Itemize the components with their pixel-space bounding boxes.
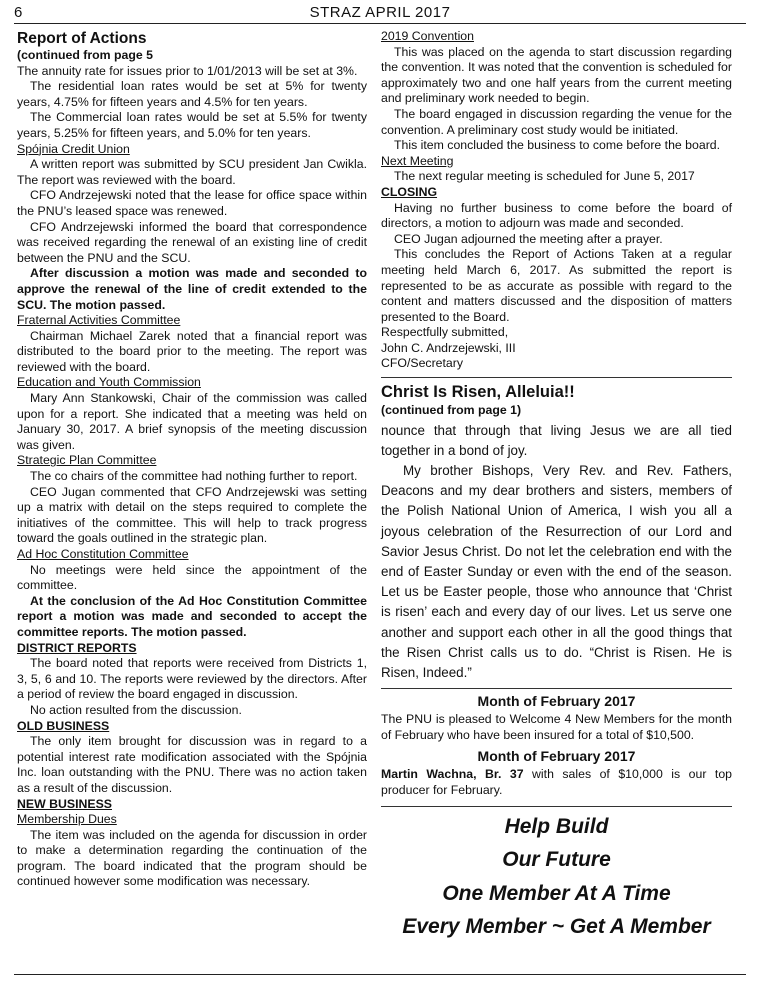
- section-divider: [381, 806, 732, 807]
- right-column: [381, 29, 732, 944]
- signature-line-1: Respectfully submitted,: [381, 325, 509, 340]
- section-divider: [381, 688, 732, 689]
- dues-heading: Membership Dues: [17, 812, 117, 827]
- district-heading: DISTRICT REPORTS: [17, 640, 137, 655]
- residential-paragraph: The residential loan rates would be set at 5% for twenty years, 4.75% for fifteen years and 4.5% for ten years.: [17, 79, 367, 109]
- closing-paragraph-3: This concludes the Report of Actions Taken at a regular meeting held March 6, 2017. As submitted the report is represented to be as accurate as possible with regard to the content and matters discussed and the disposition of matters presented to the Board.: [381, 247, 732, 324]
- strategic-paragraph-2: CEO Jugan commented that CFO Andrzejewski was setting up a matrix with detail on the steps required to complete the initiatives of the committee. This will help to track progress toward the goals outlined in the strategic plan.: [17, 484, 367, 546]
- scu-paragraph-3: CFO Andrzejewski informed the board that correspondence was received regarding the renewal of an existing line of credit between the PNU and the SCU.: [17, 219, 367, 265]
- article-paragraph-1: nounce that through that living Jesus we are all tied together in a bond of joy.: [381, 422, 732, 458]
- convention-paragraph-2: The board engaged in discussion regarding the venue for the convention. A preliminary cost study would be initiated.: [381, 106, 732, 137]
- left-column: [17, 29, 367, 890]
- strategic-paragraph-1: The co chairs of the committee had nothing further to report.: [30, 469, 358, 484]
- section-divider: [381, 377, 732, 378]
- convention-heading: 2019 Convention: [381, 29, 474, 43]
- annuity-paragraph: The annuity rate for issues prior to 1/01/2013 will be set at 3%.: [17, 63, 358, 78]
- article-paragraph-2: My brother Bishops, Very Rev. and Rev. Fathers, Deacons and my dear brothers and sisters, members of the Polish National Union of America, I wish you all a joyous celebration of the Resurrection of our Lord and Savior Jesus Christ. Do not let the celebration end with the end of Easter Sunday or even with the end of the season. Let us be Easter people, those who announce that ‘Christ is risen’ each and every day of our lives. Let us serve one another and support each other in all the good things that the Risen Christ calls us to do. “Christ is Risen. He is Risen, Indeed.”: [381, 463, 732, 681]
- district-paragraph-1: The board noted that reports were received from Districts 1, 3, 5, 6 and 10. The reports were reviewed by the directors. After a period of review the board engaged in discussion.: [17, 656, 367, 702]
- scu-paragraph-1: A written report was submitted by SCU president Jan Cwikla. The report was reviewed with the board.: [17, 157, 367, 187]
- commercial-paragraph: The Commercial loan rates would be set at 5.5% for twenty years, 5.25% for fifteen years, and 5.0% for ten years.: [17, 110, 367, 140]
- fraternal-heading: Fraternal Activities Committee: [17, 313, 181, 328]
- february-heading-1: Month of February 2017: [477, 693, 636, 710]
- next-meeting-heading: Next Meeting: [381, 153, 454, 168]
- continued-note: (continued from page 5: [17, 48, 153, 62]
- adhoc-heading: Ad Hoc Constitution Committee: [17, 547, 189, 561]
- top-producer-name: Martin Wachna, Br. 37: [381, 767, 524, 782]
- article-title: Christ Is Risen, Alleluia!!: [381, 383, 575, 402]
- next-meeting-paragraph: The next regular meeting is scheduled for June 5, 2017: [394, 169, 695, 184]
- old-business-heading: OLD BUSINESS: [17, 718, 110, 733]
- scu-paragraph-2: CFO Andrzejewski noted that the lease for office space within the PNU’s leased space was renewed.: [17, 188, 367, 218]
- february-heading-2: Month of February 2017: [477, 748, 636, 765]
- slogan-line-3: One Member At A Time: [442, 881, 671, 905]
- adhoc-motion: At the conclusion of the Ad Hoc Constitution Committee report a motion was made and seconded to accept the committee reports. The motion passed.: [17, 593, 367, 639]
- scu-heading: Spójnia Credit Union: [17, 141, 130, 156]
- new-business-heading: NEW BUSINESS: [17, 796, 112, 811]
- february-paragraph-1: The PNU is pleased to Welcome 4 New Members for the month of February who have been insured for a total of $10,500.: [381, 712, 732, 742]
- district-paragraph-2: No action resulted from the discussion.: [30, 702, 242, 717]
- footer-rule: [14, 974, 746, 975]
- scu-motion: After discussion a motion was made and seconded to approve the renewal of the line of credit extended to the SCU. The motion passed.: [17, 266, 367, 312]
- closing-heading: CLOSING: [381, 184, 438, 199]
- top-producer-text: with sales of $10,000 is our top producer for February.: [381, 767, 732, 798]
- page-header: [14, 4, 746, 24]
- strategic-heading: Strategic Plan Committee: [17, 453, 157, 468]
- convention-paragraph-3: This item concluded the business to come before the board.: [394, 138, 721, 153]
- closing-paragraph-1: Having no further business to come before the board of directors, a motion to adjourn was made and seconded.: [381, 200, 732, 231]
- old-business-paragraph: The only item brought for discussion was in regard to a potential interest rate modification associated with the Spójnia Inc. loan outstanding with the PNU. There was no action taken as a result of the discussion.: [17, 734, 367, 795]
- february-paragraph-2: [381, 767, 732, 798]
- slogan-line-1: Help Build: [504, 814, 609, 838]
- fraternal-paragraph: Chairman Michael Zarek noted that a financial report was distributed to the board prior to the meeting. The report was reviewed with the board.: [17, 328, 367, 374]
- closing-paragraph-2: CEO Jugan adjourned the meeting after a prayer.: [394, 231, 663, 246]
- slogan-line-4: Every Member ~ Get A Member: [402, 915, 711, 939]
- signature-line-2: John C. Andrzejewski, III: [381, 340, 516, 355]
- convention-paragraph-1: This was placed on the agenda to start discussion regarding the convention. It was noted that the convention is scheduled for approximately two and one half years from the current meeting and preliminary work needed to begin.: [381, 44, 732, 106]
- education-heading: Education and Youth Commission: [17, 375, 201, 390]
- header-rule: [14, 23, 746, 24]
- adhoc-paragraph: No meetings were held since the appointment of the committee.: [17, 562, 367, 593]
- publication-title: STRAZ APRIL 2017: [309, 4, 451, 21]
- signature-line-3: CFO/Secretary: [381, 356, 463, 371]
- dues-paragraph: The item was included on the agenda for discussion in order to make a determination regarding the continuation of the program. The board indicated that the program should be continued however some modification was necessary.: [17, 827, 367, 889]
- education-paragraph: Mary Ann Stankowski, Chair of the commission was called upon for a report. She indicated that a meeting was held on January 30, 2017. A brief synopsis of the meeting discussion was given.: [17, 391, 367, 452]
- report-title: Report of Actions: [17, 30, 147, 47]
- article-continued: (continued from page 1): [381, 403, 522, 418]
- page-number: 6: [14, 4, 23, 21]
- slogan-line-2: Our Future: [502, 848, 611, 872]
- slogan-block: [381, 810, 732, 944]
